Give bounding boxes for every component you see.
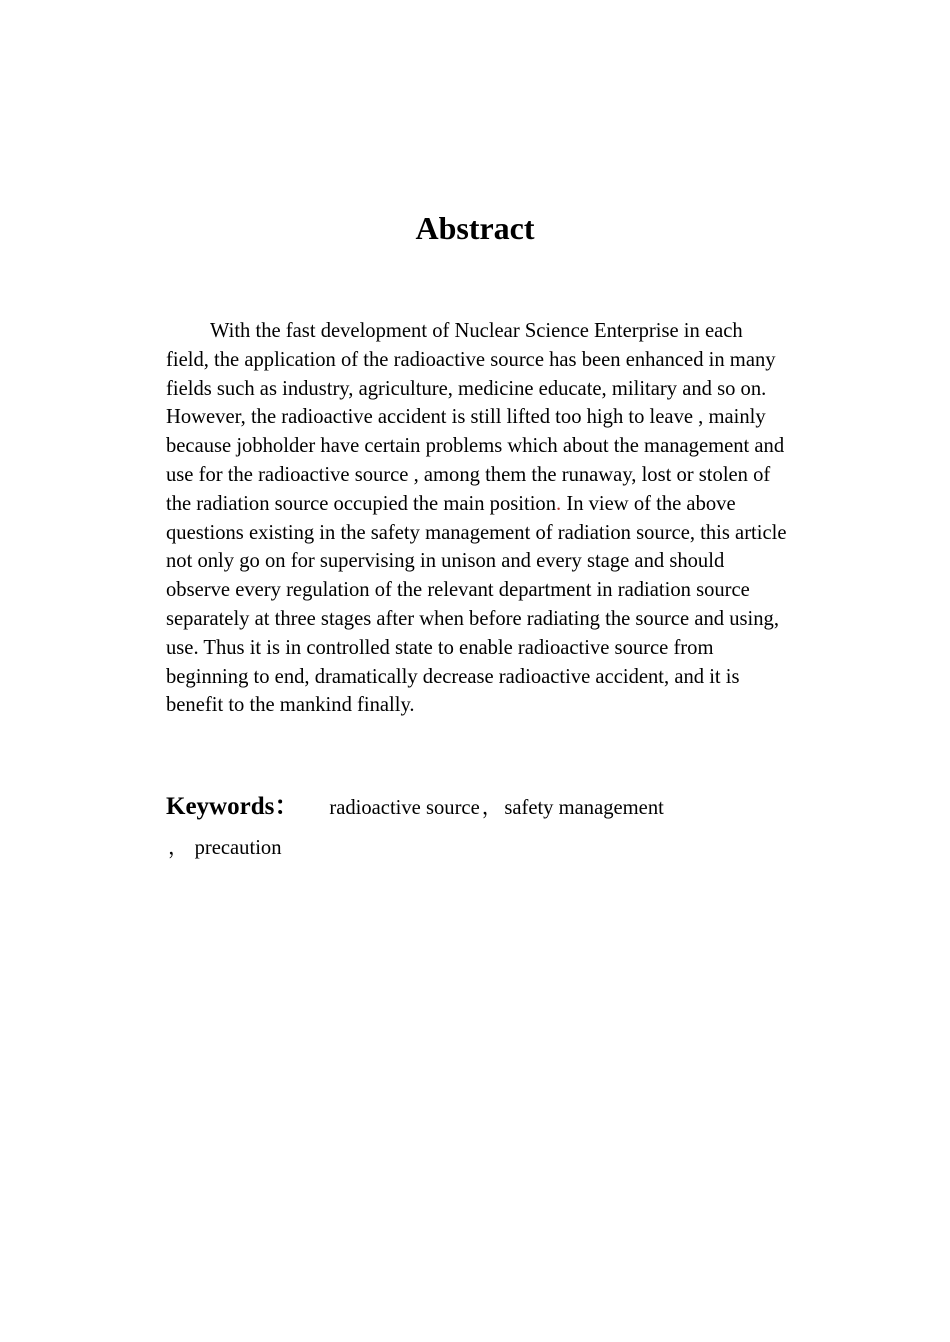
abstract-paragraph bbox=[166, 317, 788, 720]
abstract-title: Abstract bbox=[415, 210, 535, 246]
abstract-text-main: With the fast development of Nuclear Science Enterprise in each field, the application of the radioactive source has been enhanced in many fields such as industry, agriculture, medicine educate, military and so on. However, the radioactive accident is still lifted too high to leave , mainly because jobholder have certain problems which about the management and use for the radioactive source , among them the runaway, lost or stolen of the radiation source occupied the main position bbox=[166, 320, 785, 515]
keyword-item: radioactive source bbox=[329, 797, 480, 819]
keyword-item: precaution bbox=[194, 837, 282, 859]
keywords-section bbox=[166, 790, 788, 865]
keywords-line-1 bbox=[166, 790, 788, 825]
keyword-separator: ， bbox=[168, 837, 189, 859]
keywords-label: Keywords bbox=[166, 793, 275, 820]
keywords-line-2 bbox=[166, 831, 788, 865]
abstract-red-period: . bbox=[556, 492, 562, 515]
keywords-colon: ： bbox=[274, 793, 300, 820]
keyword-separator: ， bbox=[481, 797, 503, 819]
keyword-item: safety management bbox=[504, 797, 664, 819]
abstract-text-rest: In view of the above questions existing in the safety management of radiation source, this article not only go on for supervising in unison and every stage and should observe every regulation of the relevant department in radiation source separately at three stages after when before radiating the source and using, use. Thus it is in controlled state to enable radioactive source from beginning to end, dramatically decrease radioactive accident, and it is benefit to the mankind finally. bbox=[166, 492, 787, 717]
